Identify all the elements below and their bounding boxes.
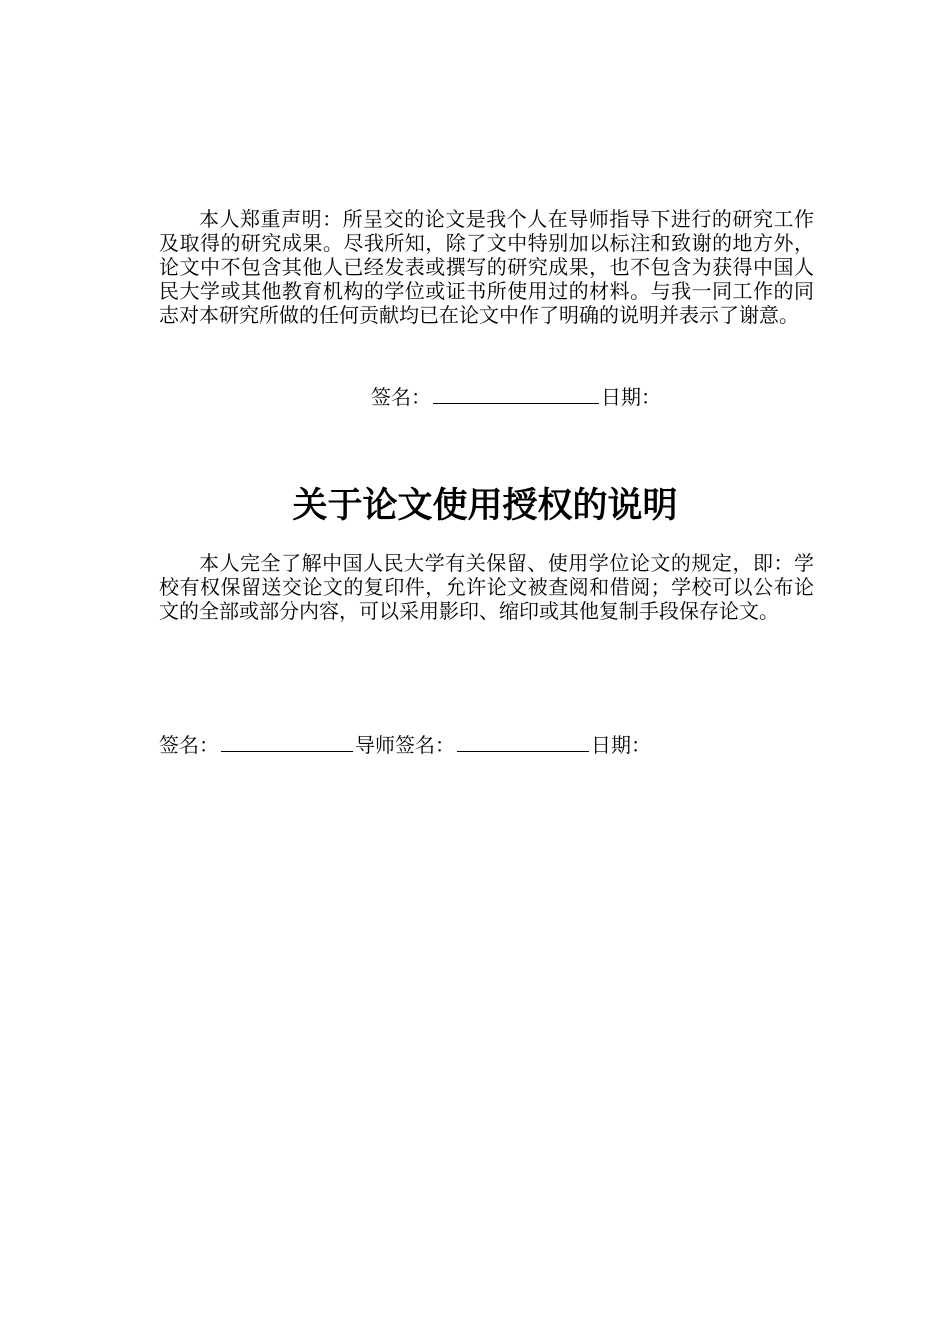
advisor-signature-blank-line xyxy=(457,733,589,752)
declaration-signature-row xyxy=(371,385,661,409)
originality-declaration-text: 本人郑重声明：所呈交的论文是我个人在导师指导下进行的研究工作及取得的研究成果。尽我所知，除了文中特别加以标注和致谢的地方外，论文中不包含其他人已经发表或撰写的研究成果，也不包含为获得中国人民大学或其他教育机构的学位或证书所使用过的材料。与我一同工作的同志对本研究所做的任何贡献均已在论文中作了明确的说明并表示了谢意。 xyxy=(159,207,814,327)
authorization-signature-row xyxy=(159,733,651,757)
authorization-text: 本人完全了解中国人民大学有关保留、使用学位论文的规定，即：学校有权保留送交论文的复印件，允许论文被查阅和借阅；学校可以公布论文的全部或部分内容，可以采用影印、缩印或其他复制手段保存论文。 xyxy=(159,551,814,623)
date-label: 日期： xyxy=(601,385,661,409)
date-label: 日期： xyxy=(591,733,651,757)
signature-blank-line xyxy=(433,385,599,404)
advisor-signature-label: 导师签名： xyxy=(355,733,455,757)
signature-label: 签名： xyxy=(371,385,431,409)
authorization-title: 关于论文使用授权的说明 xyxy=(292,486,678,526)
signature-blank-line xyxy=(221,733,353,752)
signature-label: 签名： xyxy=(159,733,219,757)
